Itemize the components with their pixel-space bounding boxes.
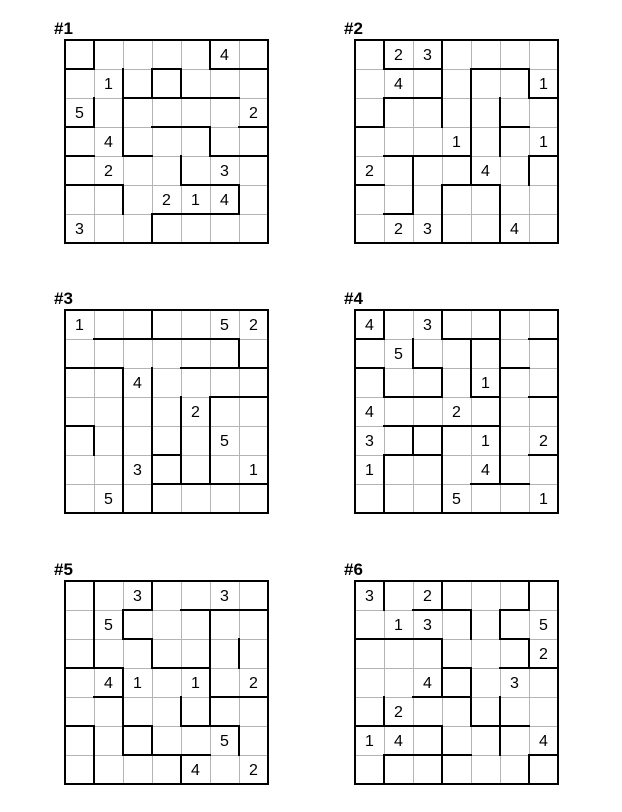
puzzle-label: #4 bbox=[344, 289, 363, 308]
clue-number: 2 bbox=[423, 588, 432, 605]
clue-number: 2 bbox=[249, 317, 258, 334]
clue-number: 1 bbox=[365, 733, 374, 750]
clue-number: 5 bbox=[452, 491, 461, 508]
clue-number: 3 bbox=[510, 675, 519, 692]
clue-number: 2 bbox=[539, 433, 548, 450]
clue-number: 2 bbox=[394, 47, 403, 64]
clue-number: 1 bbox=[191, 675, 200, 692]
clue-number: 2 bbox=[249, 762, 258, 779]
puzzle-label: #1 bbox=[54, 19, 73, 38]
clue-number: 4 bbox=[104, 675, 113, 692]
clue-number: 1 bbox=[191, 192, 200, 209]
clue-number: 3 bbox=[423, 221, 432, 238]
clue-number: 5 bbox=[104, 491, 113, 508]
clue-number: 1 bbox=[481, 433, 490, 450]
clue-number: 4 bbox=[365, 404, 374, 421]
clue-number: 5 bbox=[539, 617, 548, 634]
clue-number: 4 bbox=[539, 733, 548, 750]
clue-number: 1 bbox=[481, 375, 490, 392]
clue-number: 1 bbox=[394, 617, 403, 634]
puzzle-label: #3 bbox=[54, 289, 73, 308]
clue-number: 2 bbox=[394, 221, 403, 238]
clue-number: 2 bbox=[539, 646, 548, 663]
clue-number: 5 bbox=[220, 317, 229, 334]
clue-number: 1 bbox=[539, 76, 548, 93]
region-walls bbox=[355, 581, 558, 784]
clue-number: 2 bbox=[365, 163, 374, 180]
clue-number: 3 bbox=[133, 462, 142, 479]
clue-number: 4 bbox=[365, 317, 374, 334]
clue-number: 3 bbox=[365, 588, 374, 605]
puzzle-label: #5 bbox=[54, 560, 73, 579]
clue-number: 3 bbox=[423, 47, 432, 64]
clue-number: 4 bbox=[104, 134, 113, 151]
clue-number: 2 bbox=[191, 404, 200, 421]
puzzle-label: #6 bbox=[344, 560, 363, 579]
clue-number: 1 bbox=[539, 134, 548, 151]
clue-number: 3 bbox=[365, 433, 374, 450]
clue-number: 2 bbox=[394, 704, 403, 721]
clue-number: 3 bbox=[423, 317, 432, 334]
clue-number: 4 bbox=[220, 192, 229, 209]
clue-number: 1 bbox=[104, 76, 113, 93]
clue-number: 5 bbox=[104, 617, 113, 634]
clue-number: 3 bbox=[75, 221, 84, 238]
clue-number: 1 bbox=[452, 134, 461, 151]
clue-number: 2 bbox=[162, 192, 171, 209]
clue-number: 5 bbox=[394, 346, 403, 363]
clue-number: 3 bbox=[220, 588, 229, 605]
clue-number: 3 bbox=[423, 617, 432, 634]
clue-number: 5 bbox=[220, 433, 229, 450]
clue-number: 4 bbox=[394, 76, 403, 93]
clue-number: 2 bbox=[452, 404, 461, 421]
clue-number: 4 bbox=[481, 462, 490, 479]
puzzle-label: #2 bbox=[344, 19, 363, 38]
clue-number: 2 bbox=[249, 105, 258, 122]
clue-number: 5 bbox=[75, 105, 84, 122]
clue-number: 5 bbox=[220, 733, 229, 750]
clue-number: 4 bbox=[481, 163, 490, 180]
clue-number: 1 bbox=[249, 462, 258, 479]
clue-number: 4 bbox=[394, 733, 403, 750]
clue-number: 3 bbox=[220, 163, 229, 180]
clue-number: 4 bbox=[510, 221, 519, 238]
clue-number: 1 bbox=[133, 675, 142, 692]
clue-number: 3 bbox=[133, 588, 142, 605]
clue-number: 4 bbox=[423, 675, 432, 692]
clue-number: 2 bbox=[249, 675, 258, 692]
clue-number: 1 bbox=[365, 462, 374, 479]
clue-number: 1 bbox=[75, 317, 84, 334]
clue-number: 4 bbox=[220, 47, 229, 64]
clue-number: 4 bbox=[191, 762, 200, 779]
clue-number: 1 bbox=[539, 491, 548, 508]
thin-gridlines bbox=[355, 581, 558, 784]
clue-number: 2 bbox=[104, 163, 113, 180]
clue-number: 4 bbox=[133, 375, 142, 392]
